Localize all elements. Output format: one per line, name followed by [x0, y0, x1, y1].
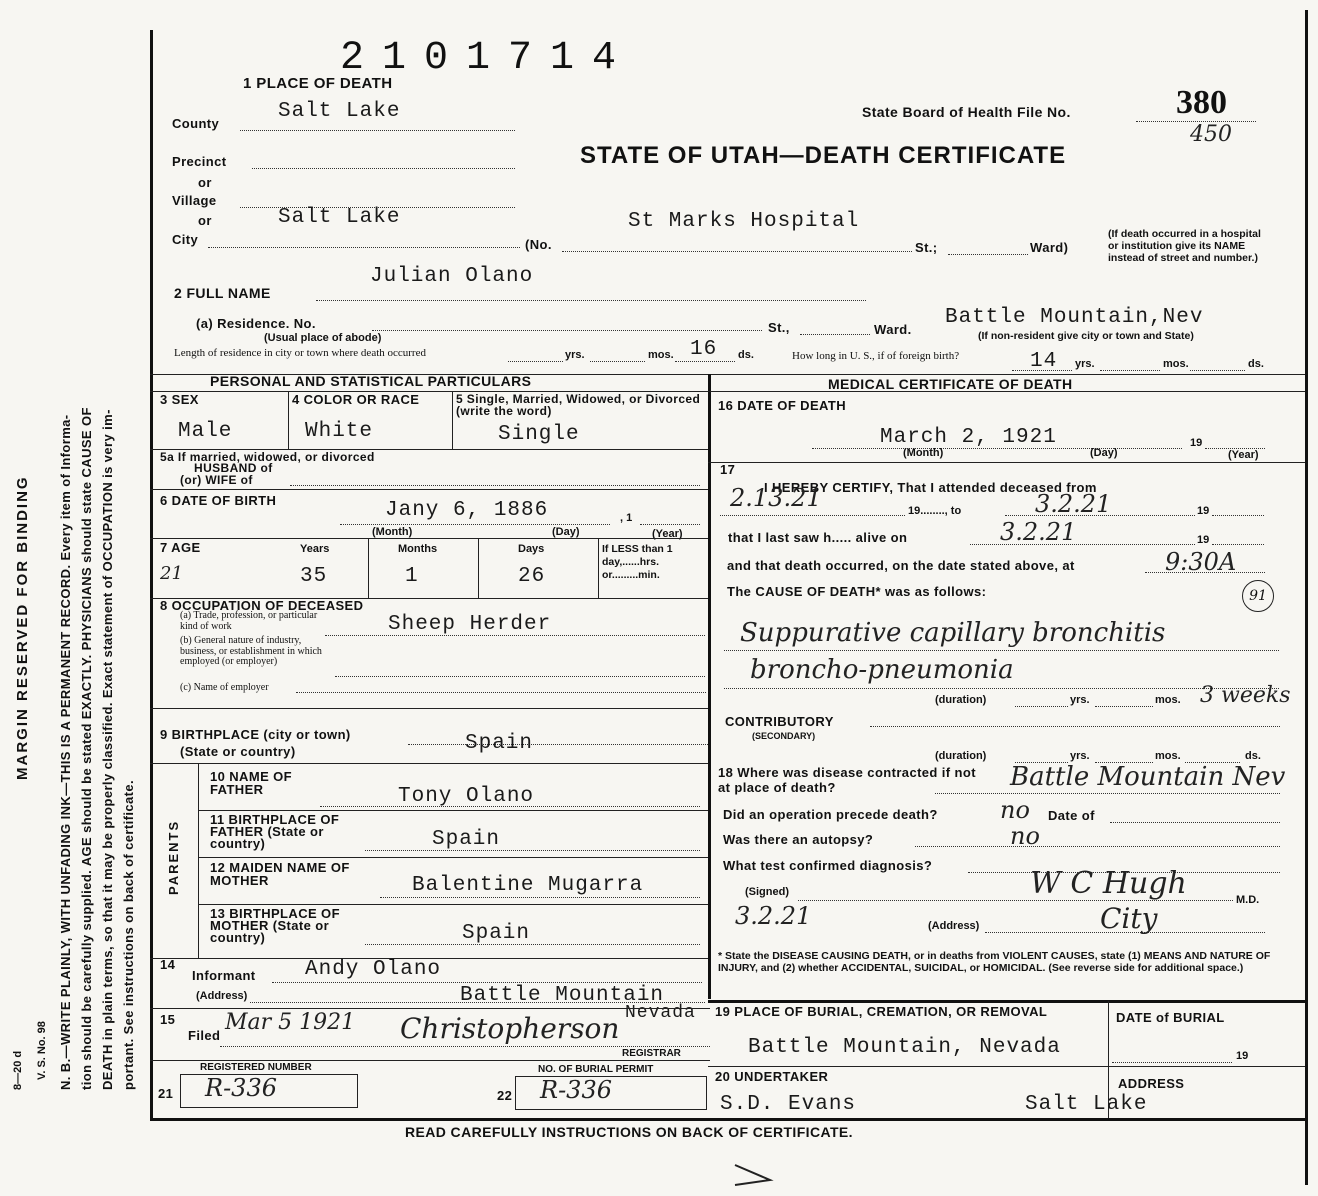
age-months-value: 1	[405, 565, 419, 588]
registered-number-value: R-336	[205, 1074, 277, 1102]
informant-name: Andy Olano	[305, 958, 442, 981]
deceased-name: Julian Olano	[370, 265, 534, 288]
full-name-label: 2 FULL NAME	[174, 285, 271, 301]
informant-label: Informant	[192, 968, 256, 983]
cause-line-2: broncho-pneumonia	[750, 655, 1014, 685]
dod-19: 19	[1190, 437, 1203, 449]
age-months-label: Months	[398, 543, 438, 555]
filed-number: 15	[160, 1012, 176, 1027]
secondary-label: (SECONDARY)	[752, 731, 816, 741]
father-name-label: 10 NAME OF FATHER	[210, 769, 293, 797]
burial-permit-value: R-336	[540, 1076, 612, 1104]
cause-yrs-label: yrs.	[1070, 694, 1090, 706]
burial-permit-field-number: 22	[497, 1088, 513, 1103]
last-saw-label: that I last saw h..... alive on	[728, 530, 908, 545]
cause-line-1: Suppurative capillary bronchitis	[740, 618, 1166, 648]
certify-number: 17	[720, 462, 736, 477]
undertaker-address-label: ADDRESS	[1118, 1076, 1185, 1091]
usual-place-label: (Usual place of abode)	[264, 332, 382, 344]
informant-number: 14	[160, 957, 176, 972]
mother-birthplace-value: Spain	[462, 922, 531, 945]
informant-address-line-1: Battle Mountain	[460, 984, 665, 1007]
instructions-line-3: DEATH in plain terms, so that it may be properly classified. Exact statement of OCCUPATION is very im-	[100, 409, 115, 1090]
burial-date-label: DATE of BURIAL	[1116, 1010, 1225, 1025]
dob-day-label: (Day)	[552, 526, 580, 538]
medical-heading: MEDICAL CERTIFICATE OF DEATH	[828, 376, 1073, 392]
marital-label: 5 Single, Married, Widowed, or Divorced (write the word)	[456, 392, 701, 418]
length-mos-label: mos.	[648, 349, 674, 361]
dod-month-label: (Month)	[903, 447, 944, 459]
county-label: County	[172, 116, 220, 131]
dob-label: 6 DATE OF BIRTH	[160, 493, 277, 508]
place-of-death-heading: 1 PLACE OF DEATH	[243, 75, 393, 92]
age-years-label: Years	[300, 543, 330, 555]
how-long-label: How long in U. S., if of foreign birth?	[792, 350, 960, 362]
contributory-mos-label: mos.	[1155, 750, 1181, 762]
ward-label: Ward)	[1030, 240, 1069, 255]
autopsy-label: Was there an autopsy?	[723, 832, 874, 847]
file-number: 380	[1176, 84, 1227, 121]
occupation-a-label: (a) Trade, profession, or particular kind of work	[180, 610, 318, 632]
length-days-value: 16	[690, 338, 718, 361]
how-long-years-value: 14	[1030, 350, 1058, 373]
form-code: 8—20 d	[12, 1050, 24, 1090]
how-long-mos-label: mos.	[1163, 358, 1189, 370]
sex-label: 3 SEX	[160, 392, 199, 407]
filed-label: Filed	[188, 1028, 221, 1043]
personal-heading: PERSONAL AND STATISTICAL PARTICULARS	[210, 373, 532, 389]
disease-contracted-value: Battle Mountain Nev	[1010, 762, 1286, 792]
cause-of-death-label: The CAUSE OF DEATH* was as follows:	[727, 584, 987, 599]
certificate-title: STATE OF UTAH—DEATH CERTIFICATE	[580, 142, 1067, 169]
occupation-c-label: (c) Name of employer	[180, 682, 269, 693]
age-less-label: If LESS than 1 day,......hrs. or.........min.	[602, 543, 673, 581]
occupation-value: Sheep Herder	[388, 613, 552, 636]
date-of-death-value: March 2, 1921	[880, 426, 1057, 449]
cause-code-circle: 91	[1242, 580, 1274, 612]
sex-value: Male	[178, 420, 233, 443]
registrar-label: REGISTRAR	[622, 1048, 681, 1059]
spouse-label-1: 5a If married, widowed, or divorced	[160, 450, 375, 464]
burial-place-value: Battle Mountain, Nevada	[748, 1036, 1061, 1059]
informant-address-label: (Address)	[196, 990, 248, 1002]
signed-label: (Signed)	[745, 886, 789, 898]
burial-permit-label: NO. OF BURIAL PERMIT	[538, 1064, 654, 1075]
undertaker-address-value: Salt Lake	[1025, 1093, 1148, 1116]
village-label: Village	[172, 193, 217, 208]
color-value: White	[305, 420, 374, 443]
undertaker-label: 20 UNDERTAKER	[715, 1069, 829, 1084]
color-label: 4 COLOR OR RACE	[292, 392, 420, 407]
time-of-death: 9:30A	[1165, 548, 1237, 576]
age-days-value: 26	[518, 565, 546, 588]
attended-to-label: 19........, to	[908, 505, 962, 517]
physician-address-label: (Address)	[928, 920, 980, 932]
autopsy-value: no	[1010, 822, 1040, 850]
birthplace-value: Spain	[465, 732, 534, 755]
city-label: City	[172, 232, 199, 247]
marital-value: Single	[498, 423, 580, 446]
age-days-label: Days	[518, 543, 545, 555]
how-long-ds-label: ds.	[1248, 358, 1264, 370]
binding-margin-label: MARGIN RESERVED FOR BINDING	[14, 475, 31, 780]
attended-to-date: 3.2.21	[1035, 490, 1112, 518]
dob-value: Jany 6, 1886	[385, 499, 549, 522]
disease-contracted-label: 18 Where was disease contracted if not at place of death?	[718, 765, 976, 795]
file-number-label: State Board of Health File No.	[862, 104, 1071, 120]
hospital-note: (If death occurred in a hospital or institution give its NAME instead of street and number.)	[1108, 228, 1261, 264]
footnote: * State the DISEASE CAUSING DEATH, or in deaths from VIOLENT CAUSES, state (1) MEANS AND NATURE OF INJURY, and (2) whether ACCIDENTAL, SUICIDAL, or HOMICIDAL. (See reverse side for additional space.)	[718, 950, 1271, 974]
instructions-line-4: portant. See instructions on back of certificate.	[121, 780, 136, 1090]
operation-label: Did an operation precede death?	[723, 807, 938, 822]
length-ds-label: ds.	[738, 349, 754, 361]
street-label: St.;	[915, 240, 938, 255]
or-label-2: or	[198, 213, 212, 228]
precinct-label: Precinct	[172, 154, 227, 169]
contributory-ds-label: ds.	[1245, 750, 1261, 762]
birthplace-label: 9 BIRTHPLACE (city or town)	[160, 727, 351, 742]
city-value: Salt Lake	[278, 206, 401, 229]
date-of-death-label: 16 DATE OF DEATH	[718, 398, 846, 413]
file-number-handwritten: 450	[1190, 122, 1232, 147]
dob-19: , 1	[620, 512, 633, 524]
nonresident-note: (If non-resident give city or town and State)	[978, 330, 1194, 342]
age-years-value: 35	[300, 565, 328, 588]
father-birthplace-label: 11 BIRTHPLACE OF FATHER (State or country)	[210, 812, 340, 851]
contributory-yrs-label: yrs.	[1070, 750, 1090, 762]
spouse-label-2: HUSBAND of	[194, 461, 273, 475]
certify-text: I HEREBY CERTIFY, That I attended deceased from	[764, 480, 1097, 495]
dob-month-label: (Month)	[372, 526, 413, 538]
mother-birthplace-label: 13 BIRTHPLACE OF MOTHER (State or country)	[210, 906, 340, 945]
dod-year-label: (Year)	[1228, 449, 1259, 461]
occupation-label: 8 OCCUPATION OF DECEASED	[160, 598, 364, 613]
date-of-label: Date of	[1048, 808, 1095, 823]
or-label-1: or	[198, 175, 212, 190]
burial-place-label: 19 PLACE OF BURIAL, CREMATION, OR REMOVAL	[715, 1004, 1048, 1019]
residence-ward-label: Ward.	[874, 322, 912, 337]
length-residence-label: Length of residence in city or town where death occurred	[174, 347, 426, 359]
signed-date: 3.2.21	[735, 902, 812, 930]
filed-date: Mar 5 1921	[225, 1010, 356, 1035]
registered-field-number: 21	[158, 1086, 174, 1101]
dob-year-label: (Year)	[652, 528, 683, 540]
diagnosis-test-label: What test confirmed diagnosis?	[723, 858, 933, 873]
cause-duration-label: (duration)	[935, 694, 987, 706]
county-value: Salt Lake	[278, 100, 401, 123]
parents-side-label: PARENTS	[166, 819, 181, 895]
death-occurred-label: and that death occurred, on the date stated above, at	[727, 558, 1075, 573]
age-label: 7 AGE	[160, 540, 201, 555]
mother-name-label: 12 MAIDEN NAME OF MOTHER	[210, 860, 350, 888]
instructions-line-2: tion should be carefully supplied. AGE should be stated EXACTLY. PHYSICIANS should state CAUSE OF	[79, 407, 94, 1090]
physician-signature: W C Hugh	[1030, 866, 1187, 901]
form-number: V. S. No. 98	[36, 1021, 48, 1080]
scan-mark	[730, 1160, 790, 1190]
contributory-duration-label: (duration)	[935, 750, 987, 762]
last-saw-19: 19	[1197, 534, 1210, 546]
birthplace-sub-label: (State or country)	[180, 744, 296, 759]
number-label: (No.	[525, 237, 552, 252]
residence-street-label: St.,	[768, 320, 790, 335]
registrar-signature: Christopherson	[400, 1012, 620, 1045]
physician-address-value: City	[1100, 902, 1158, 935]
length-yrs-label: yrs.	[565, 349, 585, 361]
father-name-value: Tony Olano	[398, 785, 535, 808]
occupation-b-label: (b) General nature of industry, business, or establishment in which employed (or employer)	[180, 635, 322, 667]
how-long-yrs-label: yrs.	[1075, 358, 1095, 370]
undertaker-value: S.D. Evans	[720, 1093, 857, 1116]
cause-mos-label: mos.	[1155, 694, 1181, 706]
informant-address-line-2: Nevada	[625, 1003, 696, 1023]
dod-day-label: (Day)	[1090, 447, 1118, 459]
burial-date-19: 19	[1236, 1050, 1249, 1062]
last-saw-date: 3.2.21	[1000, 518, 1077, 546]
hospital-value: St Marks Hospital	[628, 210, 860, 233]
footer-instructions: READ CAREFULLY INSTRUCTIONS ON BACK OF CERTIFICATE.	[405, 1124, 853, 1140]
mother-name-value: Balentine Mugarra	[412, 874, 644, 897]
residence-label: (a) Residence. No.	[196, 316, 316, 331]
residence-value: Battle Mountain,Nev	[945, 306, 1204, 329]
father-birthplace-value: Spain	[432, 828, 501, 851]
instructions-line-1: N. B.—WRITE PLAINLY, WITH UNFADING INK—THIS IS A PERMANENT RECORD. Every item of Informa-	[58, 414, 73, 1090]
serial-number: 2101714	[340, 36, 635, 81]
cause-duration-value: 3 weeks	[1200, 683, 1291, 708]
md-label: M.D.	[1236, 894, 1260, 906]
registered-number-label: REGISTERED NUMBER	[200, 1062, 312, 1073]
spouse-label-3: (or) WIFE of	[180, 473, 253, 487]
attended-to-19: 19	[1197, 505, 1210, 517]
age-mark: 21	[160, 563, 183, 584]
operation-value: no	[1000, 796, 1030, 824]
contributory-label: CONTRIBUTORY	[725, 714, 834, 729]
attended-from-date: 2.13.21	[730, 484, 822, 512]
